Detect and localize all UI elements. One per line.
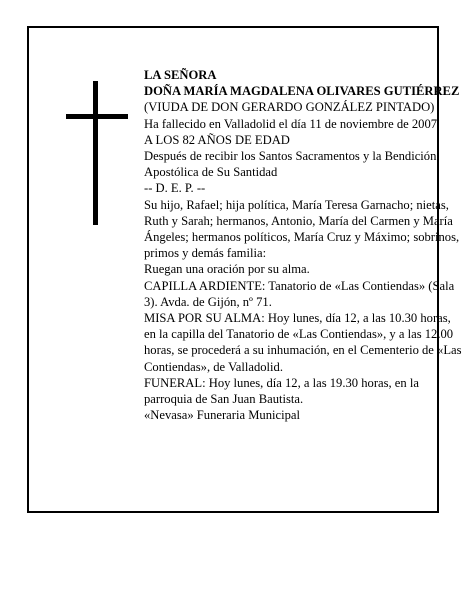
death-date-line: Ha fallecido en Valladolid el día 11 de noviembre de 2007	[144, 116, 438, 131]
cross-horizontal-bar	[66, 114, 128, 119]
obituary-text	[144, 67, 464, 423]
rip-line: -- D. E. P. --	[144, 181, 206, 196]
prayer-request-line: Ruegan una oración por su alma.	[144, 262, 310, 277]
mass-line: MISA POR SU ALMA: Hoy lunes, día 12, a las 10.30 horas, en la capilla del Tanatorio de «Las Contiendas», y a las 12.00 horas, se procederá a su inhumación, en el Cementerio de «Las Contiendas», de Valladolid.	[144, 311, 462, 374]
honorific-line: LA SEÑORA	[144, 68, 217, 82]
cross-icon	[66, 81, 128, 225]
sacraments-line: Después de recibir los Santos Sacramentos y la Bendición Apostólica de Su Santidad	[144, 149, 437, 180]
age-line: A LOS 82 AÑOS DE EDAD	[144, 132, 290, 147]
widow-of-line: (VIUDA DE DON GERARDO GONZÁLEZ PINTADO)	[144, 100, 435, 115]
funeral-line: FUNERAL: Hoy lunes, día 12, a las 19.30 horas, en la parroquia de San Juan Bautista.	[144, 375, 419, 407]
cross-vertical-bar	[93, 81, 98, 225]
obituary-card	[27, 26, 462, 513]
funeral-home-line: «Nevasa» Funeraria Municipal	[144, 408, 300, 423]
chapel-line: CAPILLA ARDIENTE: Tanatorio de «Las Contiendas» (Sala 3). Avda. de Gijón, nº 71.	[144, 278, 455, 309]
deceased-name: DOÑA MARÍA MAGDALENA OLIVARES GUTIÉRREZ	[144, 84, 460, 99]
family-line: Su hijo, Rafael; hija política, María Teresa Garnacho; nietas, Ruth y Sarah; hermanos, Antonio, María del Carmen y María Ángeles; hermanos políticos, María Cruz y Máximo; sobrinos, primos y demás familia:	[144, 197, 460, 261]
